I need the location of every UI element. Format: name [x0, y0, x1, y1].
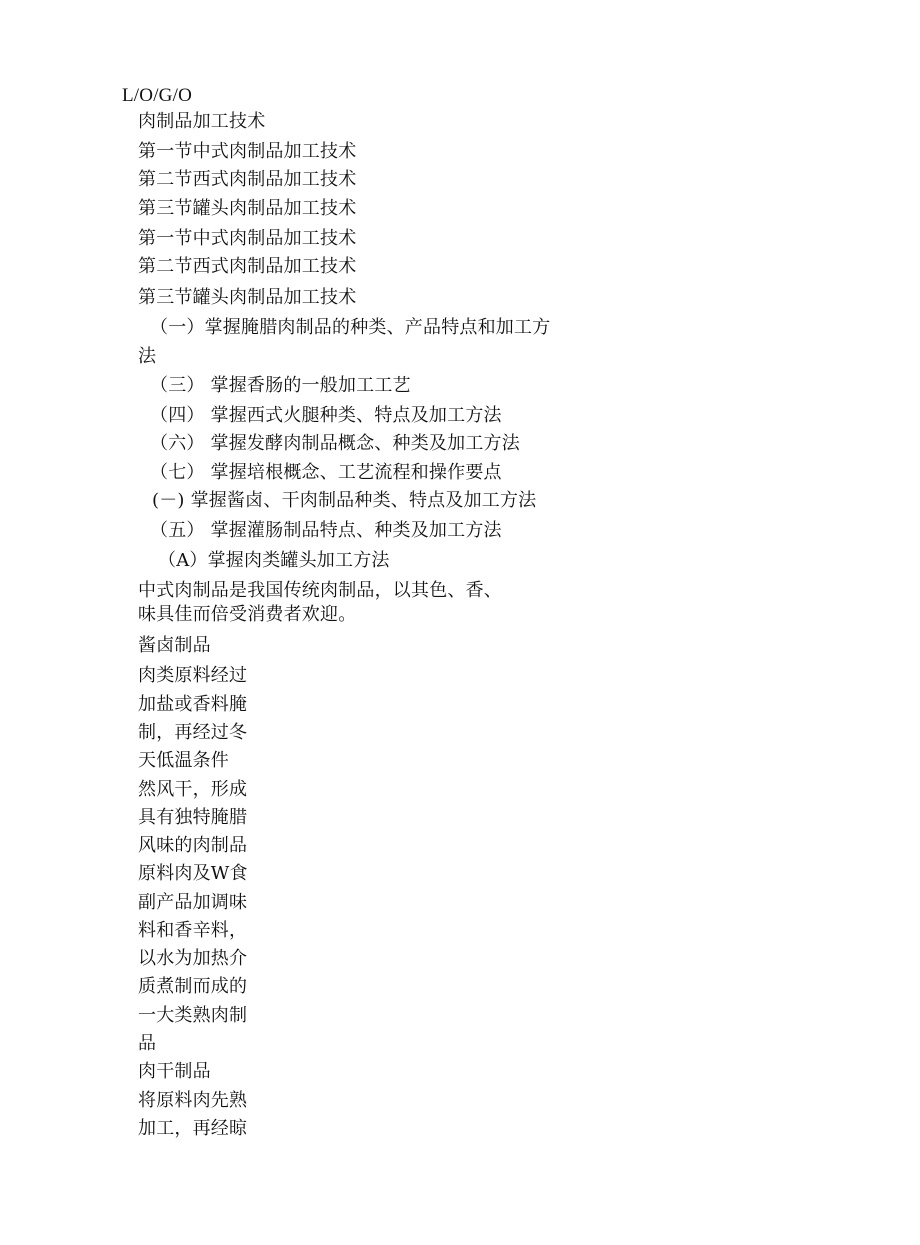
objective-line: （A）掌握肉类罐头加工方法 — [158, 550, 390, 571]
body-line: 以水为加热介 — [138, 948, 248, 969]
objective-line: (－) 掌握酱卤、干肉制品种类、特点及加工方法 — [152, 490, 537, 511]
body-line: 具有独特腌腊 — [138, 807, 248, 828]
document-title: 肉制品加工技术 — [138, 111, 266, 132]
objective-line: 法 — [138, 346, 157, 367]
objective-line: （五） 掌握灌肠制品特点、种类及加工方法 — [150, 520, 502, 541]
objective-line: （六） 掌握发酵肉制品概念、种类及加工方法 — [150, 433, 520, 454]
intro-line: 味具佳而倍受消费者欢迎。 — [138, 604, 357, 625]
logo-text: L/O/G/O — [122, 85, 193, 106]
section-heading: 酱卤制品 — [138, 635, 211, 656]
body-line: 风味的肉制品 — [138, 835, 248, 856]
objective-line: （三） 掌握香肠的一般加工工艺 — [150, 375, 411, 396]
body-line: 加盐或香料腌 — [138, 694, 248, 715]
toc-item: 第二节西式肉制品加工技术 — [138, 256, 357, 277]
objective-line: （一）掌握腌腊肉制品的种类、产品特点和加工方 — [150, 317, 551, 338]
body-line: 品 — [138, 1033, 157, 1054]
body-line: 副产品加调味 — [138, 892, 248, 913]
toc-item: 第一节中式肉制品加工技术 — [138, 141, 357, 162]
body-line: 然风干，形成 — [138, 779, 248, 800]
objective-line: （七） 掌握培根概念、工艺流程和操作要点 — [150, 462, 502, 483]
toc-item: 第一节中式肉制品加工技术 — [138, 228, 357, 249]
toc-item: 第二节西式肉制品加工技术 — [138, 169, 357, 190]
body-line: 加工，再经晾 — [138, 1118, 248, 1139]
body-line: 质煮制而成的 — [138, 976, 248, 997]
body-line: 制，再经过冬 — [138, 722, 248, 743]
body-line: 将原料肉先熟 — [138, 1090, 248, 1111]
toc-item: 第三节罐头肉制品加工技术 — [138, 287, 357, 308]
body-line: 原料肉及W食 — [138, 863, 248, 884]
body-line: 肉类原料经过 — [138, 665, 248, 686]
intro-line: 中式肉制品是我国传统肉制品，以其色、香、 — [138, 580, 502, 601]
toc-item: 第三节罐头肉制品加工技术 — [138, 198, 357, 219]
section-heading: 肉干制品 — [138, 1061, 211, 1082]
objective-line: （四） 掌握西式火腿种类、特点及加工方法 — [150, 405, 502, 426]
body-line: 天低温条件 — [138, 750, 229, 771]
body-line: 料和香辛料， — [138, 920, 248, 941]
body-line: 一大类熟肉制 — [138, 1005, 248, 1026]
